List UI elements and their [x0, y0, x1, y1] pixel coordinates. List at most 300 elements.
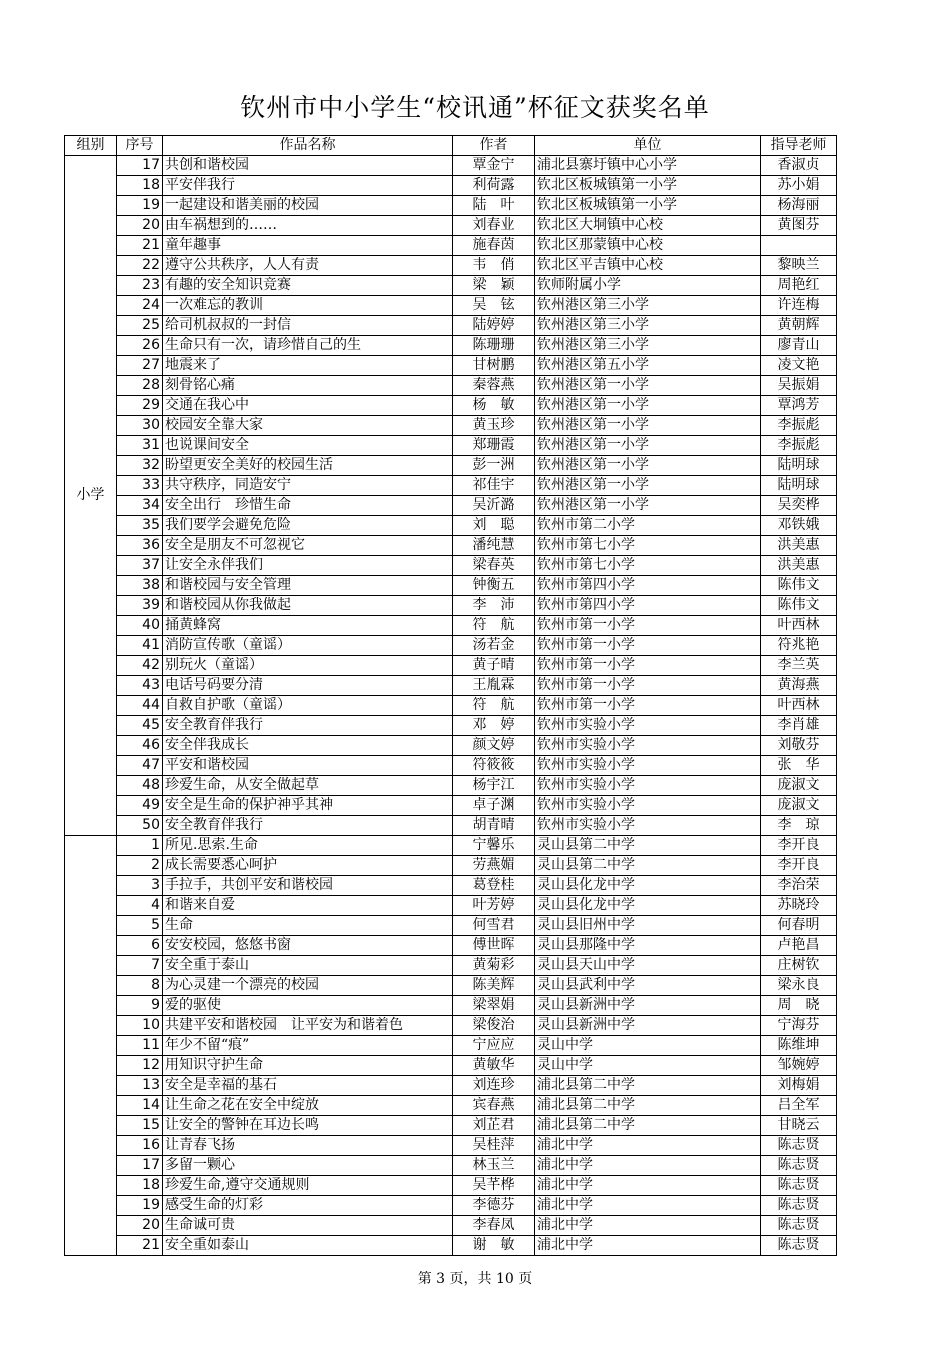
table-row — [65, 196, 837, 216]
work-title: 有趣的安全知识竞赛 — [163, 276, 453, 296]
table-row — [65, 1116, 837, 1136]
author-name: 刘芷君 — [453, 1116, 535, 1136]
school-unit: 灵山县旧州中学 — [535, 916, 761, 936]
school-unit: 灵山县武利中学 — [535, 976, 761, 996]
group-label — [65, 836, 117, 1256]
author-name: 祁佳宇 — [453, 476, 535, 496]
school-unit: 钦州市第四小学 — [535, 596, 761, 616]
author-name: 刘连珍 — [453, 1076, 535, 1096]
row-number: 14 — [117, 1096, 163, 1116]
author-name: 陈美辉 — [453, 976, 535, 996]
work-title: 电话号码要分清 — [163, 676, 453, 696]
table-row — [65, 876, 837, 896]
author-name: 傅世晖 — [453, 936, 535, 956]
row-number: 38 — [117, 576, 163, 596]
school-unit: 钦北区那蒙镇中心校 — [535, 236, 761, 256]
row-number: 49 — [117, 796, 163, 816]
author-name: 宁应应 — [453, 1036, 535, 1056]
row-number: 40 — [117, 616, 163, 636]
row-number: 21 — [117, 1236, 163, 1256]
teacher-name: 卢艳昌 — [761, 936, 837, 956]
teacher-name: 吴奕桦 — [761, 496, 837, 516]
table-row — [65, 1136, 837, 1156]
author-name: 覃金宁 — [453, 156, 535, 176]
teacher-name: 李开良 — [761, 836, 837, 856]
school-unit: 钦州港区第五小学 — [535, 356, 761, 376]
row-number: 50 — [117, 816, 163, 836]
author-name: 宾春燕 — [453, 1096, 535, 1116]
row-number: 29 — [117, 396, 163, 416]
author-name: 劳燕媚 — [453, 856, 535, 876]
table-row — [65, 696, 837, 716]
work-title: 盼望更安全美好的校园生活 — [163, 456, 453, 476]
row-number: 47 — [117, 756, 163, 776]
table-row — [65, 816, 837, 836]
author-name: 谢 敏 — [453, 1236, 535, 1256]
teacher-name: 陈志贤 — [761, 1136, 837, 1156]
school-unit: 钦州港区第三小学 — [535, 316, 761, 336]
author-name: 杨 敏 — [453, 396, 535, 416]
teacher-name: 黄朝辉 — [761, 316, 837, 336]
work-title: 童年趣事 — [163, 236, 453, 256]
header-number: 序号 — [117, 136, 163, 156]
table-row — [65, 656, 837, 676]
table-row — [65, 296, 837, 316]
school-unit: 浦北中学 — [535, 1216, 761, 1236]
row-number: 15 — [117, 1116, 163, 1136]
work-title: 和谐校园与安全管理 — [163, 576, 453, 596]
author-name: 陆 叶 — [453, 196, 535, 216]
work-title: 珍爱生命,遵守交通规则 — [163, 1176, 453, 1196]
author-name: 黄菊彩 — [453, 956, 535, 976]
work-title: 自救自护歌（童谣） — [163, 696, 453, 716]
teacher-name: 陈志贤 — [761, 1236, 837, 1256]
school-unit: 浦北中学 — [535, 1156, 761, 1176]
work-title: 一起建设和谐美丽的校园 — [163, 196, 453, 216]
work-title: 和谐来自爱 — [163, 896, 453, 916]
school-unit: 灵山县那隆中学 — [535, 936, 761, 956]
work-title: 安安校园，悠悠书窗 — [163, 936, 453, 956]
author-name: 吴 铉 — [453, 296, 535, 316]
work-title: 消防宣传歌（童谣） — [163, 636, 453, 656]
table-row — [65, 1216, 837, 1236]
school-unit: 灵山县新洲中学 — [535, 996, 761, 1016]
author-name: 陆婷婷 — [453, 316, 535, 336]
table-row — [65, 276, 837, 296]
teacher-name: 邹婉婷 — [761, 1056, 837, 1076]
row-number: 18 — [117, 1176, 163, 1196]
teacher-name: 周 晓 — [761, 996, 837, 1016]
row-number: 12 — [117, 1056, 163, 1076]
author-name: 陈珊珊 — [453, 336, 535, 356]
row-number: 19 — [117, 1196, 163, 1216]
table-row — [65, 376, 837, 396]
teacher-name: 李治荣 — [761, 876, 837, 896]
school-unit: 钦州市实验小学 — [535, 776, 761, 796]
row-number: 19 — [117, 196, 163, 216]
school-unit: 钦州市第一小学 — [535, 616, 761, 636]
teacher-name: 张 华 — [761, 756, 837, 776]
teacher-name: 覃鸿芳 — [761, 396, 837, 416]
teacher-name: 苏小娟 — [761, 176, 837, 196]
row-number: 22 — [117, 256, 163, 276]
author-name: 黄子晴 — [453, 656, 535, 676]
author-name: 叶芳婷 — [453, 896, 535, 916]
row-number: 31 — [117, 436, 163, 456]
table-row — [65, 216, 837, 236]
row-number: 30 — [117, 416, 163, 436]
school-unit: 浦北中学 — [535, 1196, 761, 1216]
row-number: 18 — [117, 176, 163, 196]
work-title: 成长需要悉心呵护 — [163, 856, 453, 876]
author-name: 彭一洲 — [453, 456, 535, 476]
table-row — [65, 1056, 837, 1076]
page-title: 钦州市中小学生“校讯通”杯征文获奖名单 — [240, 93, 710, 122]
teacher-name: 陈志贤 — [761, 1156, 837, 1176]
school-unit: 灵山县化龙中学 — [535, 896, 761, 916]
row-number: 44 — [117, 696, 163, 716]
work-title: 刻骨铭心痛 — [163, 376, 453, 396]
author-name: 梁 颖 — [453, 276, 535, 296]
header-teacher: 指导老师 — [761, 136, 837, 156]
school-unit: 钦州市第一小学 — [535, 676, 761, 696]
school-unit: 钦州港区第一小学 — [535, 396, 761, 416]
teacher-name: 黎映兰 — [761, 256, 837, 276]
work-title: 给司机叔叔的一封信 — [163, 316, 453, 336]
teacher-name: 李肖雄 — [761, 716, 837, 736]
work-title: 捅黄蜂窝 — [163, 616, 453, 636]
table-row — [65, 1016, 837, 1036]
work-title: 安全重如泰山 — [163, 1236, 453, 1256]
row-number: 20 — [117, 216, 163, 236]
teacher-name: 许连梅 — [761, 296, 837, 316]
author-name: 秦蓉燕 — [453, 376, 535, 396]
table-body — [65, 156, 837, 1256]
work-title: 让安全的警钟在耳边长鸣 — [163, 1116, 453, 1136]
table-row — [65, 836, 837, 856]
table-row — [65, 316, 837, 336]
row-number: 42 — [117, 656, 163, 676]
school-unit: 浦北县第二中学 — [535, 1116, 761, 1136]
work-title: 生命只有一次，请珍惜自己的生 — [163, 336, 453, 356]
table-row — [65, 576, 837, 596]
author-name: 颜文婷 — [453, 736, 535, 756]
school-unit: 浦北中学 — [535, 1176, 761, 1196]
school-unit: 浦北中学 — [535, 1236, 761, 1256]
school-unit: 灵山县天山中学 — [535, 956, 761, 976]
row-number: 24 — [117, 296, 163, 316]
row-number: 36 — [117, 536, 163, 556]
author-name: 韦 俏 — [453, 256, 535, 276]
table-row — [65, 976, 837, 996]
author-name: 吴沂潞 — [453, 496, 535, 516]
teacher-name: 吕全军 — [761, 1096, 837, 1116]
work-title: 安全是生命的保护神乎其神 — [163, 796, 453, 816]
school-unit: 钦北区板城镇第一小学 — [535, 176, 761, 196]
school-unit: 钦州市实验小学 — [535, 816, 761, 836]
teacher-name: 符兆艳 — [761, 636, 837, 656]
author-name: 卓子渊 — [453, 796, 535, 816]
author-name: 黄敏华 — [453, 1056, 535, 1076]
work-title: 安全重于泰山 — [163, 956, 453, 976]
work-title: 一次难忘的教训 — [163, 296, 453, 316]
row-number: 20 — [117, 1216, 163, 1236]
table-row — [65, 596, 837, 616]
author-name: 黄玉珍 — [453, 416, 535, 436]
teacher-name: 庄树钦 — [761, 956, 837, 976]
work-title: 和谐校园从你我做起 — [163, 596, 453, 616]
school-unit: 钦师附属小学 — [535, 276, 761, 296]
author-name: 李 沛 — [453, 596, 535, 616]
school-unit: 钦州市第七小学 — [535, 556, 761, 576]
table-row — [65, 396, 837, 416]
row-number: 43 — [117, 676, 163, 696]
teacher-name: 陈志贤 — [761, 1176, 837, 1196]
teacher-name: 刘敬芬 — [761, 736, 837, 756]
table-row — [65, 476, 837, 496]
row-number: 32 — [117, 456, 163, 476]
work-title: 遵守公共秩序，人人有责 — [163, 256, 453, 276]
author-name: 郑珊霞 — [453, 436, 535, 456]
work-title: 安全是朋友不可忽视它 — [163, 536, 453, 556]
school-unit: 钦州市实验小学 — [535, 716, 761, 736]
award-table — [64, 135, 837, 1256]
teacher-name: 梁永良 — [761, 976, 837, 996]
teacher-name: 黄海燕 — [761, 676, 837, 696]
work-title: 安全教育伴我行 — [163, 816, 453, 836]
author-name: 杨宇江 — [453, 776, 535, 796]
author-name: 葛登桂 — [453, 876, 535, 896]
work-title: 安全是幸福的基石 — [163, 1076, 453, 1096]
teacher-name: 陈伟文 — [761, 596, 837, 616]
teacher-name: 陈维坤 — [761, 1036, 837, 1056]
teacher-name: 何春明 — [761, 916, 837, 936]
teacher-name: 吴振娟 — [761, 376, 837, 396]
teacher-name: 李开良 — [761, 856, 837, 876]
teacher-name: 甘晓云 — [761, 1116, 837, 1136]
row-number: 41 — [117, 636, 163, 656]
row-number: 33 — [117, 476, 163, 496]
teacher-name: 陈伟文 — [761, 576, 837, 596]
teacher-name: 洪美惠 — [761, 536, 837, 556]
row-number: 9 — [117, 996, 163, 1016]
school-unit: 钦州市第一小学 — [535, 696, 761, 716]
header-work: 作品名称 — [163, 136, 453, 156]
row-number: 45 — [117, 716, 163, 736]
school-unit: 钦州市实验小学 — [535, 736, 761, 756]
teacher-name: 洪美惠 — [761, 556, 837, 576]
row-number: 28 — [117, 376, 163, 396]
author-name: 吴桂萍 — [453, 1136, 535, 1156]
table-row — [65, 616, 837, 636]
author-name: 甘树鹏 — [453, 356, 535, 376]
school-unit: 钦州市实验小学 — [535, 756, 761, 776]
row-number: 3 — [117, 876, 163, 896]
teacher-name: 李振彪 — [761, 416, 837, 436]
work-title: 共建平安和谐校园 让平安为和谐着色 — [163, 1016, 453, 1036]
header-author: 作者 — [453, 136, 535, 156]
teacher-name: 邓铁娥 — [761, 516, 837, 536]
work-title: 感受生命的灯彩 — [163, 1196, 453, 1216]
work-title: 安全伴我成长 — [163, 736, 453, 756]
table-row — [65, 1156, 837, 1176]
work-title: 平安和谐校园 — [163, 756, 453, 776]
work-title: 珍爱生命，从安全做起草 — [163, 776, 453, 796]
row-number: 1 — [117, 836, 163, 856]
school-unit: 钦州市第一小学 — [535, 656, 761, 676]
work-title: 校园安全靠大家 — [163, 416, 453, 436]
table-row — [65, 896, 837, 916]
work-title: 生命 — [163, 916, 453, 936]
work-title: 让安全永伴我们 — [163, 556, 453, 576]
school-unit: 钦州港区第一小学 — [535, 496, 761, 516]
school-unit: 浦北县寨圩镇中心小学 — [535, 156, 761, 176]
row-number: 16 — [117, 1136, 163, 1156]
school-unit: 钦北区板城镇第一小学 — [535, 196, 761, 216]
teacher-name: 李振彪 — [761, 436, 837, 456]
table-row — [65, 496, 837, 516]
author-name: 利荷露 — [453, 176, 535, 196]
table-row — [65, 716, 837, 736]
table-row — [65, 236, 837, 256]
table-row — [65, 996, 837, 1016]
teacher-name: 周艳红 — [761, 276, 837, 296]
row-number: 34 — [117, 496, 163, 516]
table-row — [65, 456, 837, 476]
work-title: 也说课间安全 — [163, 436, 453, 456]
row-number: 48 — [117, 776, 163, 796]
work-title: 安全出行 珍惜生命 — [163, 496, 453, 516]
table-row — [65, 1236, 837, 1256]
header-row — [65, 136, 837, 156]
author-name: 李德芬 — [453, 1196, 535, 1216]
school-unit: 钦州市第七小学 — [535, 536, 761, 556]
school-unit: 钦州港区第一小学 — [535, 416, 761, 436]
table-row — [65, 336, 837, 356]
author-name: 潘纯慧 — [453, 536, 535, 556]
table-row — [65, 736, 837, 756]
author-name: 施春茵 — [453, 236, 535, 256]
school-unit: 钦州港区第一小学 — [535, 376, 761, 396]
teacher-name: 杨海丽 — [761, 196, 837, 216]
row-number: 26 — [117, 336, 163, 356]
work-title: 所见.思索.生命 — [163, 836, 453, 856]
work-title: 共创和谐校园 — [163, 156, 453, 176]
teacher-name: 庞淑文 — [761, 796, 837, 816]
header-unit: 单位 — [535, 136, 761, 156]
row-number: 17 — [117, 1156, 163, 1176]
row-number: 46 — [117, 736, 163, 756]
work-title: 手拉手，共创平安和谐校园 — [163, 876, 453, 896]
teacher-name: 李 琼 — [761, 816, 837, 836]
table-row — [65, 1196, 837, 1216]
author-name: 胡青晴 — [453, 816, 535, 836]
teacher-name: 叶西林 — [761, 616, 837, 636]
author-name: 符 航 — [453, 616, 535, 636]
table-row — [65, 676, 837, 696]
author-name: 林玉兰 — [453, 1156, 535, 1176]
work-title: 让青春飞扬 — [163, 1136, 453, 1156]
work-title: 共守秩序，同造安宁 — [163, 476, 453, 496]
school-unit: 钦州市第四小学 — [535, 576, 761, 596]
table-row — [65, 1036, 837, 1056]
table-row — [65, 856, 837, 876]
row-number: 17 — [117, 156, 163, 176]
table-row — [65, 636, 837, 656]
school-unit: 钦州市实验小学 — [535, 796, 761, 816]
author-name: 宁馨乐 — [453, 836, 535, 856]
table-row — [65, 756, 837, 776]
teacher-name: 苏晓玲 — [761, 896, 837, 916]
row-number: 27 — [117, 356, 163, 376]
row-number: 13 — [117, 1076, 163, 1096]
author-name: 李春凤 — [453, 1216, 535, 1236]
author-name: 吴芊桦 — [453, 1176, 535, 1196]
school-unit: 浦北县第二中学 — [535, 1076, 761, 1096]
author-name: 王胤霖 — [453, 676, 535, 696]
teacher-name: 宁海芬 — [761, 1016, 837, 1036]
teacher-name: 李兰英 — [761, 656, 837, 676]
teacher-name: 陈志贤 — [761, 1196, 837, 1216]
work-title: 让生命之花在安全中绽放 — [163, 1096, 453, 1116]
teacher-name: 叶西林 — [761, 696, 837, 716]
table-row — [65, 916, 837, 936]
school-unit: 钦州港区第一小学 — [535, 456, 761, 476]
table-row — [65, 1076, 837, 1096]
table-row — [65, 436, 837, 456]
row-number: 5 — [117, 916, 163, 936]
table-row — [65, 516, 837, 536]
group-label: 小学 — [65, 156, 117, 836]
teacher-name: 陆明球 — [761, 476, 837, 496]
table-row — [65, 416, 837, 436]
author-name: 梁春英 — [453, 556, 535, 576]
author-name: 符 航 — [453, 696, 535, 716]
teacher-name — [761, 236, 837, 256]
row-number: 4 — [117, 896, 163, 916]
school-unit: 钦州市第一小学 — [535, 636, 761, 656]
table-row — [65, 776, 837, 796]
work-title: 多留一颗心 — [163, 1156, 453, 1176]
row-number: 35 — [117, 516, 163, 536]
work-title: 用知识守护生命 — [163, 1056, 453, 1076]
row-number: 8 — [117, 976, 163, 996]
row-number: 39 — [117, 596, 163, 616]
school-unit: 钦北区大垌镇中心校 — [535, 216, 761, 236]
school-unit: 灵山县新洲中学 — [535, 1016, 761, 1036]
school-unit: 钦州港区第一小学 — [535, 476, 761, 496]
teacher-name: 凌文艳 — [761, 356, 837, 376]
row-number: 2 — [117, 856, 163, 876]
school-unit: 灵山县第二中学 — [535, 856, 761, 876]
work-title: 安全教育伴我行 — [163, 716, 453, 736]
author-name: 邓 婷 — [453, 716, 535, 736]
school-unit: 灵山县化龙中学 — [535, 876, 761, 896]
work-title: 由车祸想到的…… — [163, 216, 453, 236]
table-row — [65, 356, 837, 376]
author-name: 何雪君 — [453, 916, 535, 936]
author-name: 梁翠娟 — [453, 996, 535, 1016]
row-number: 10 — [117, 1016, 163, 1036]
school-unit: 浦北中学 — [535, 1136, 761, 1156]
work-title: 平安伴我行 — [163, 176, 453, 196]
table-row — [65, 176, 837, 196]
teacher-name: 陆明球 — [761, 456, 837, 476]
school-unit: 灵山中学 — [535, 1036, 761, 1056]
table-row — [65, 796, 837, 816]
row-number: 11 — [117, 1036, 163, 1056]
row-number: 37 — [117, 556, 163, 576]
